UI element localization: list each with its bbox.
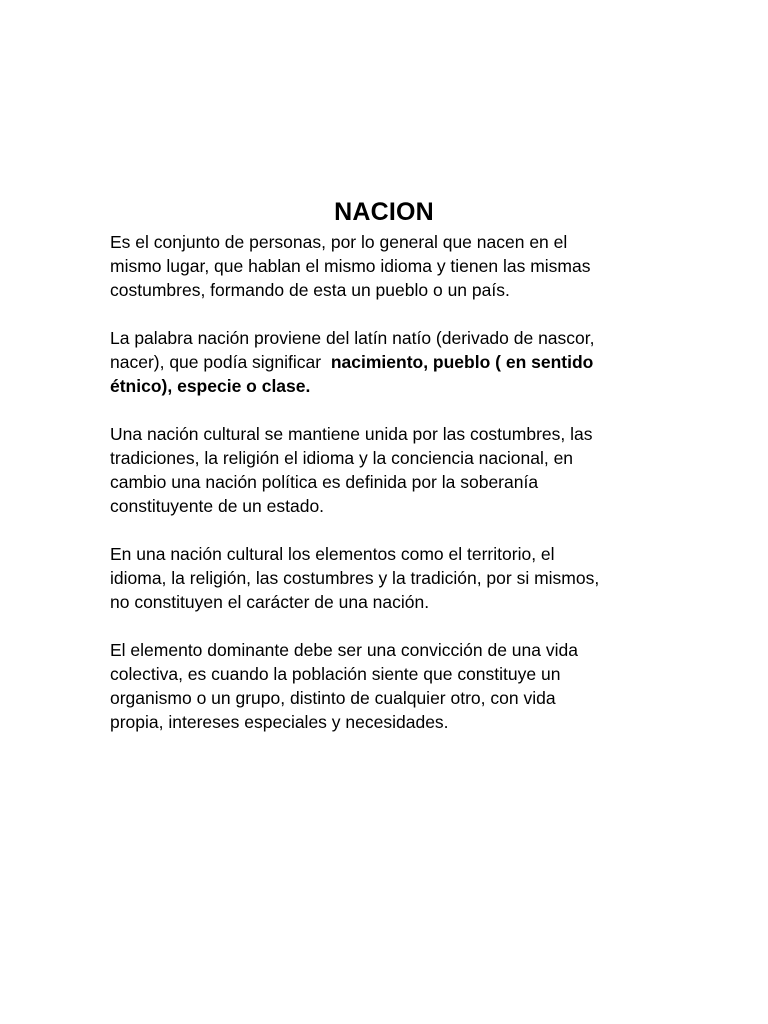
paragraph-elements (110, 542, 655, 614)
text-line: El elemento dominante debe ser una convicción de una vida (110, 640, 578, 660)
text-normal: nacer), que podía significar (110, 352, 331, 372)
text-line: Una nación cultural se mantiene unida por las costumbres, las (110, 424, 593, 444)
text-line: no constituyen el carácter de una nación. (110, 592, 430, 612)
text-line: mismo lugar, que hablan el mismo idioma y tienen las mismas (110, 256, 591, 276)
text-line: organismo o un grupo, distinto de cualquier otro, con vida (110, 688, 556, 708)
text-line: cambio una nación política es definida por la soberanía (110, 472, 539, 492)
text-line: colectiva, es cuando la población siente que constituye un (110, 664, 561, 684)
paragraph-definition (110, 230, 655, 302)
text-line: En una nación cultural los elementos como el territorio, el (110, 544, 555, 564)
text-line (110, 350, 655, 374)
text-line: propia, intereses especiales y necesidades. (110, 712, 449, 732)
text-line-bold: étnico), especie o clase. (110, 376, 311, 396)
document-body (110, 230, 655, 758)
text-line: idioma, la religión, las costumbres y la tradición, por si mismos, (110, 568, 600, 588)
paragraph-etymology (110, 326, 655, 398)
paragraph-cultural-nation (110, 422, 655, 518)
document-title: NACION (334, 198, 434, 226)
text-line: tradiciones, la religión el idioma y la conciencia nacional, en (110, 448, 574, 468)
text-line: costumbres, formando de esta un pueblo o un país. (110, 280, 510, 300)
paragraph-dominant-element (110, 638, 655, 734)
text-bold: nacimiento, pueblo ( en sentido (330, 352, 594, 372)
text-line: La palabra nación proviene del latín natío (derivado de nascor, (110, 328, 595, 348)
text-line: Es el conjunto de personas, por lo general que nacen en el (110, 232, 568, 252)
text-line: constituyente de un estado. (110, 496, 325, 516)
